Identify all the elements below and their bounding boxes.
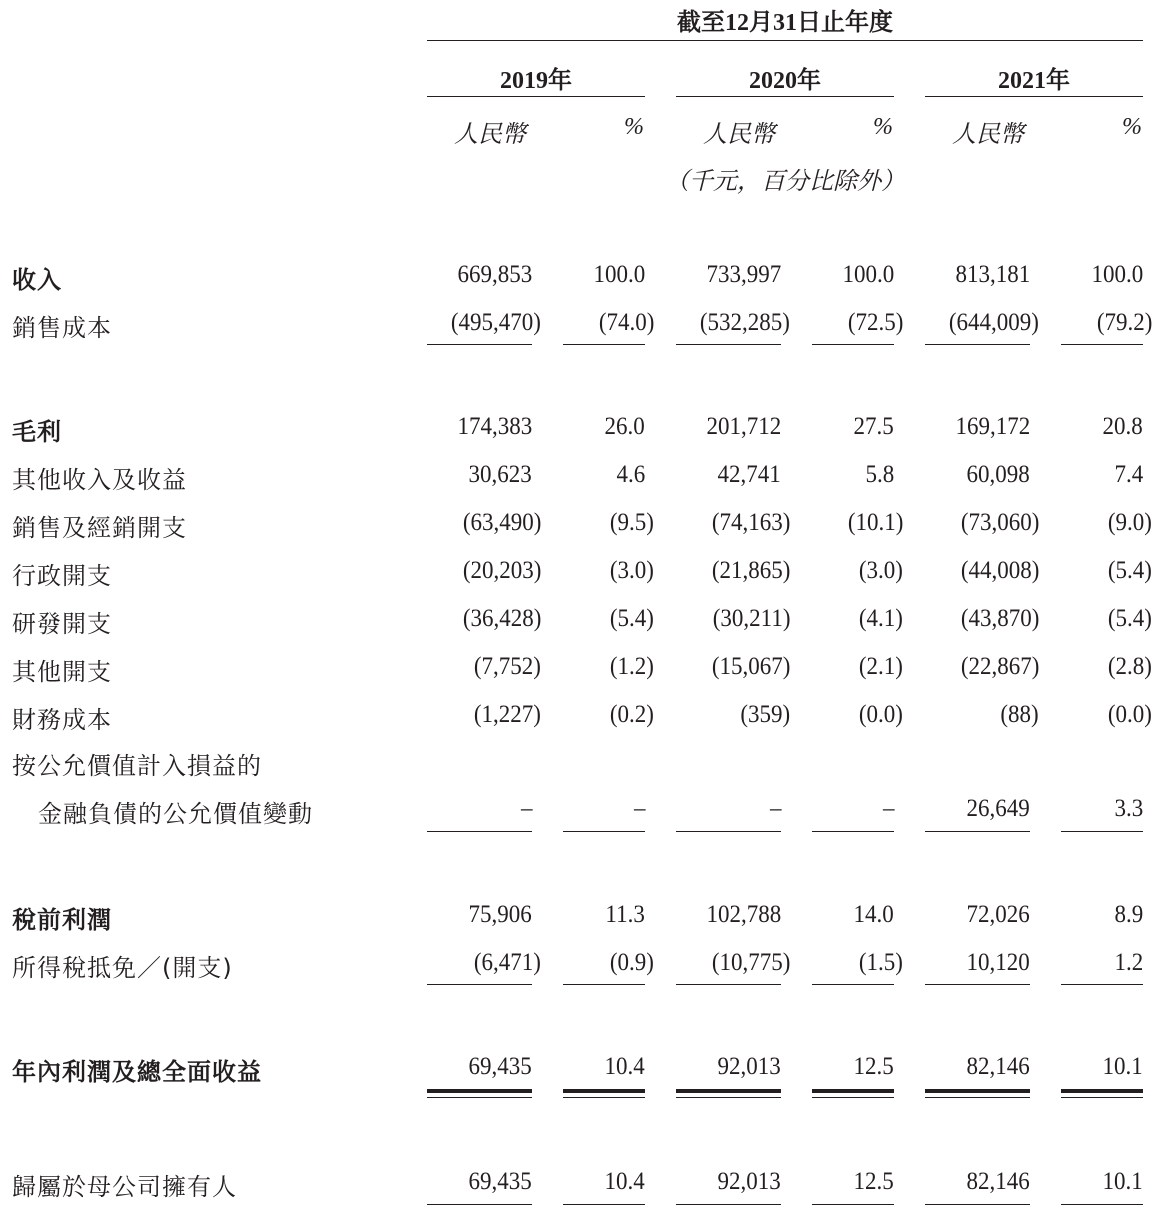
double-underline-thin xyxy=(676,1097,781,1098)
cell-underline xyxy=(925,1204,1030,1205)
table-cell: (0.9) xyxy=(609,949,654,976)
table-cell: (10,775) xyxy=(711,949,790,976)
table-cell: (44,008) xyxy=(960,557,1039,584)
year-rule xyxy=(925,96,1143,97)
table-cell: (73,060) xyxy=(960,509,1039,536)
percent-label: % xyxy=(873,114,893,140)
row-label: 財務成本 xyxy=(12,706,112,734)
table-cell: 26,649 xyxy=(966,795,1030,822)
table-cell: 7.4 xyxy=(1114,461,1143,488)
table-cell: (3.0) xyxy=(609,557,654,584)
cell-underline xyxy=(676,344,781,345)
cell-underline xyxy=(563,984,645,985)
table-cell: 69,435 xyxy=(468,1168,532,1195)
table-cell: (2.1) xyxy=(858,653,903,680)
row-label: 銷售及經銷開支 xyxy=(12,514,187,542)
table-cell: 10.4 xyxy=(604,1053,645,1080)
period-header: 截至12月31日止年度 xyxy=(677,10,893,36)
table-cell: 72,026 xyxy=(966,901,1030,928)
table-cell: 3.3 xyxy=(1114,795,1143,822)
row-label: 毛利 xyxy=(12,418,62,446)
row-label: 研發開支 xyxy=(12,610,112,638)
cell-underline xyxy=(563,1204,645,1205)
table-cell: (74,163) xyxy=(711,509,790,536)
double-underline-thin xyxy=(563,1097,645,1098)
double-underline-thin xyxy=(812,1097,894,1098)
row-label: 歸屬於母公司擁有人 xyxy=(12,1173,237,1201)
cell-underline xyxy=(676,1204,781,1205)
table-cell: – xyxy=(520,795,532,822)
cell-underline xyxy=(676,831,781,832)
table-cell: 30,623 xyxy=(468,461,532,488)
unit-note: （千元，百分比除外） xyxy=(665,169,905,195)
double-underline-thick xyxy=(812,1089,894,1093)
table-cell: 100.0 xyxy=(593,261,645,288)
table-cell: (5.4) xyxy=(609,605,654,632)
table-cell: (1.5) xyxy=(858,949,903,976)
table-cell: (74.0) xyxy=(598,309,654,336)
year-2021: 2021年 xyxy=(998,68,1070,94)
table-cell: (532,285) xyxy=(699,309,790,336)
cell-underline xyxy=(563,344,645,345)
row-label-continued: 金融負債的公允價值變動 xyxy=(38,800,313,828)
table-cell: 92,013 xyxy=(717,1053,781,1080)
table-cell: 11.3 xyxy=(605,901,645,928)
double-underline-thick xyxy=(676,1089,781,1093)
table-cell: (7,752) xyxy=(473,653,541,680)
table-cell: 14.0 xyxy=(853,901,894,928)
table-cell: – xyxy=(769,795,781,822)
table-cell: (15,067) xyxy=(711,653,790,680)
table-cell: (6,471) xyxy=(473,949,541,976)
table-cell: (5.4) xyxy=(1107,605,1152,632)
cell-underline xyxy=(1061,1204,1143,1205)
table-cell: (0.0) xyxy=(858,701,903,728)
table-cell: 733,997 xyxy=(706,261,781,288)
table-cell: (9.5) xyxy=(609,509,654,536)
table-cell: (22,867) xyxy=(960,653,1039,680)
table-cell: 10.1 xyxy=(1102,1168,1143,1195)
table-cell: (72.5) xyxy=(847,309,903,336)
table-cell: (2.8) xyxy=(1107,653,1152,680)
table-cell: 813,181 xyxy=(955,261,1030,288)
table-cell: 26.0 xyxy=(604,413,645,440)
table-cell: 20.8 xyxy=(1102,413,1143,440)
year-2019: 2019年 xyxy=(500,68,572,94)
cell-underline xyxy=(427,344,532,345)
table-cell: 174,383 xyxy=(457,413,532,440)
double-underline-thick xyxy=(1061,1089,1143,1093)
double-underline-thick xyxy=(563,1089,645,1093)
table-cell: 669,853 xyxy=(457,261,532,288)
year-rule xyxy=(676,96,894,97)
table-cell: (20,203) xyxy=(462,557,541,584)
currency-label: 人民幣 xyxy=(454,122,526,148)
table-cell: 10,120 xyxy=(966,949,1030,976)
cell-underline xyxy=(427,984,532,985)
table-cell: 75,906 xyxy=(468,901,532,928)
row-label: 行政開支 xyxy=(12,562,112,590)
table-cell: 5.8 xyxy=(865,461,894,488)
cell-underline xyxy=(925,344,1030,345)
table-cell: (63,490) xyxy=(462,509,541,536)
table-cell: 201,712 xyxy=(706,413,781,440)
cell-underline xyxy=(676,984,781,985)
table-cell: (1,227) xyxy=(473,701,541,728)
cell-underline xyxy=(812,344,894,345)
cell-underline xyxy=(925,831,1030,832)
table-cell: (644,009) xyxy=(948,309,1039,336)
table-cell: (3.0) xyxy=(858,557,903,584)
table-cell: 60,098 xyxy=(966,461,1030,488)
cell-underline xyxy=(1061,344,1143,345)
table-cell: 12.5 xyxy=(853,1168,894,1195)
table-cell: 82,146 xyxy=(966,1168,1030,1195)
table-cell: 100.0 xyxy=(842,261,894,288)
table-cell: (495,470) xyxy=(450,309,541,336)
row-label: 其他收入及收益 xyxy=(12,466,187,494)
double-underline-thin xyxy=(925,1097,1030,1098)
cell-underline xyxy=(812,831,894,832)
table-cell: (88) xyxy=(1000,701,1039,728)
table-cell: (79.2) xyxy=(1096,309,1152,336)
table-cell: 42,741 xyxy=(717,461,781,488)
table-cell: 4.6 xyxy=(616,461,645,488)
cell-underline xyxy=(563,831,645,832)
year-2020: 2020年 xyxy=(749,68,821,94)
row-label: 其他開支 xyxy=(12,658,112,686)
table-cell: (21,865) xyxy=(711,557,790,584)
table-cell: – xyxy=(882,795,894,822)
row-label: 年內利潤及總全面收益 xyxy=(12,1058,262,1086)
table-cell: 102,788 xyxy=(706,901,781,928)
cell-underline xyxy=(1061,831,1143,832)
table-cell: 92,013 xyxy=(717,1168,781,1195)
double-underline-thin xyxy=(427,1097,532,1098)
row-label: 稅前利潤 xyxy=(12,906,112,934)
row-label: 收入 xyxy=(12,266,62,294)
table-cell: 10.1 xyxy=(1102,1053,1143,1080)
table-cell: (0.2) xyxy=(609,701,654,728)
table-cell: 27.5 xyxy=(853,413,894,440)
table-cell: (36,428) xyxy=(462,605,541,632)
table-cell: 82,146 xyxy=(966,1053,1030,1080)
table-cell: 69,435 xyxy=(468,1053,532,1080)
double-underline-thick xyxy=(427,1089,532,1093)
percent-label: % xyxy=(624,114,644,140)
row-label: 所得稅抵免／(開支) xyxy=(12,954,233,982)
table-cell: 100.0 xyxy=(1091,261,1143,288)
percent-label: % xyxy=(1122,114,1142,140)
table-cell: 8.9 xyxy=(1114,901,1143,928)
table-cell: (359) xyxy=(740,701,790,728)
cell-underline xyxy=(812,984,894,985)
cell-underline xyxy=(427,1204,532,1205)
table-cell: (10.1) xyxy=(847,509,903,536)
table-cell: (30,211) xyxy=(712,605,790,632)
table-cell: – xyxy=(633,795,645,822)
double-underline-thick xyxy=(925,1089,1030,1093)
table-cell: (0.0) xyxy=(1107,701,1152,728)
table-cell: (5.4) xyxy=(1107,557,1152,584)
table-cell: (1.2) xyxy=(609,653,654,680)
currency-label: 人民幣 xyxy=(952,122,1024,148)
row-label: 銷售成本 xyxy=(12,314,112,342)
double-underline-thin xyxy=(1061,1097,1143,1098)
table-cell: (4.1) xyxy=(858,605,903,632)
year-rule xyxy=(427,96,645,97)
cell-underline xyxy=(925,984,1030,985)
table-cell: 12.5 xyxy=(853,1053,894,1080)
header-rule xyxy=(427,40,1143,41)
currency-label: 人民幣 xyxy=(703,122,775,148)
table-cell: 10.4 xyxy=(604,1168,645,1195)
table-cell: 1.2 xyxy=(1114,949,1143,976)
cell-underline xyxy=(427,831,532,832)
table-cell: 169,172 xyxy=(955,413,1030,440)
table-cell: (43,870) xyxy=(960,605,1039,632)
cell-underline xyxy=(812,1204,894,1205)
table-cell: (9.0) xyxy=(1107,509,1152,536)
row-label: 按公允價值計入損益的 xyxy=(12,752,262,780)
cell-underline xyxy=(1061,984,1143,985)
